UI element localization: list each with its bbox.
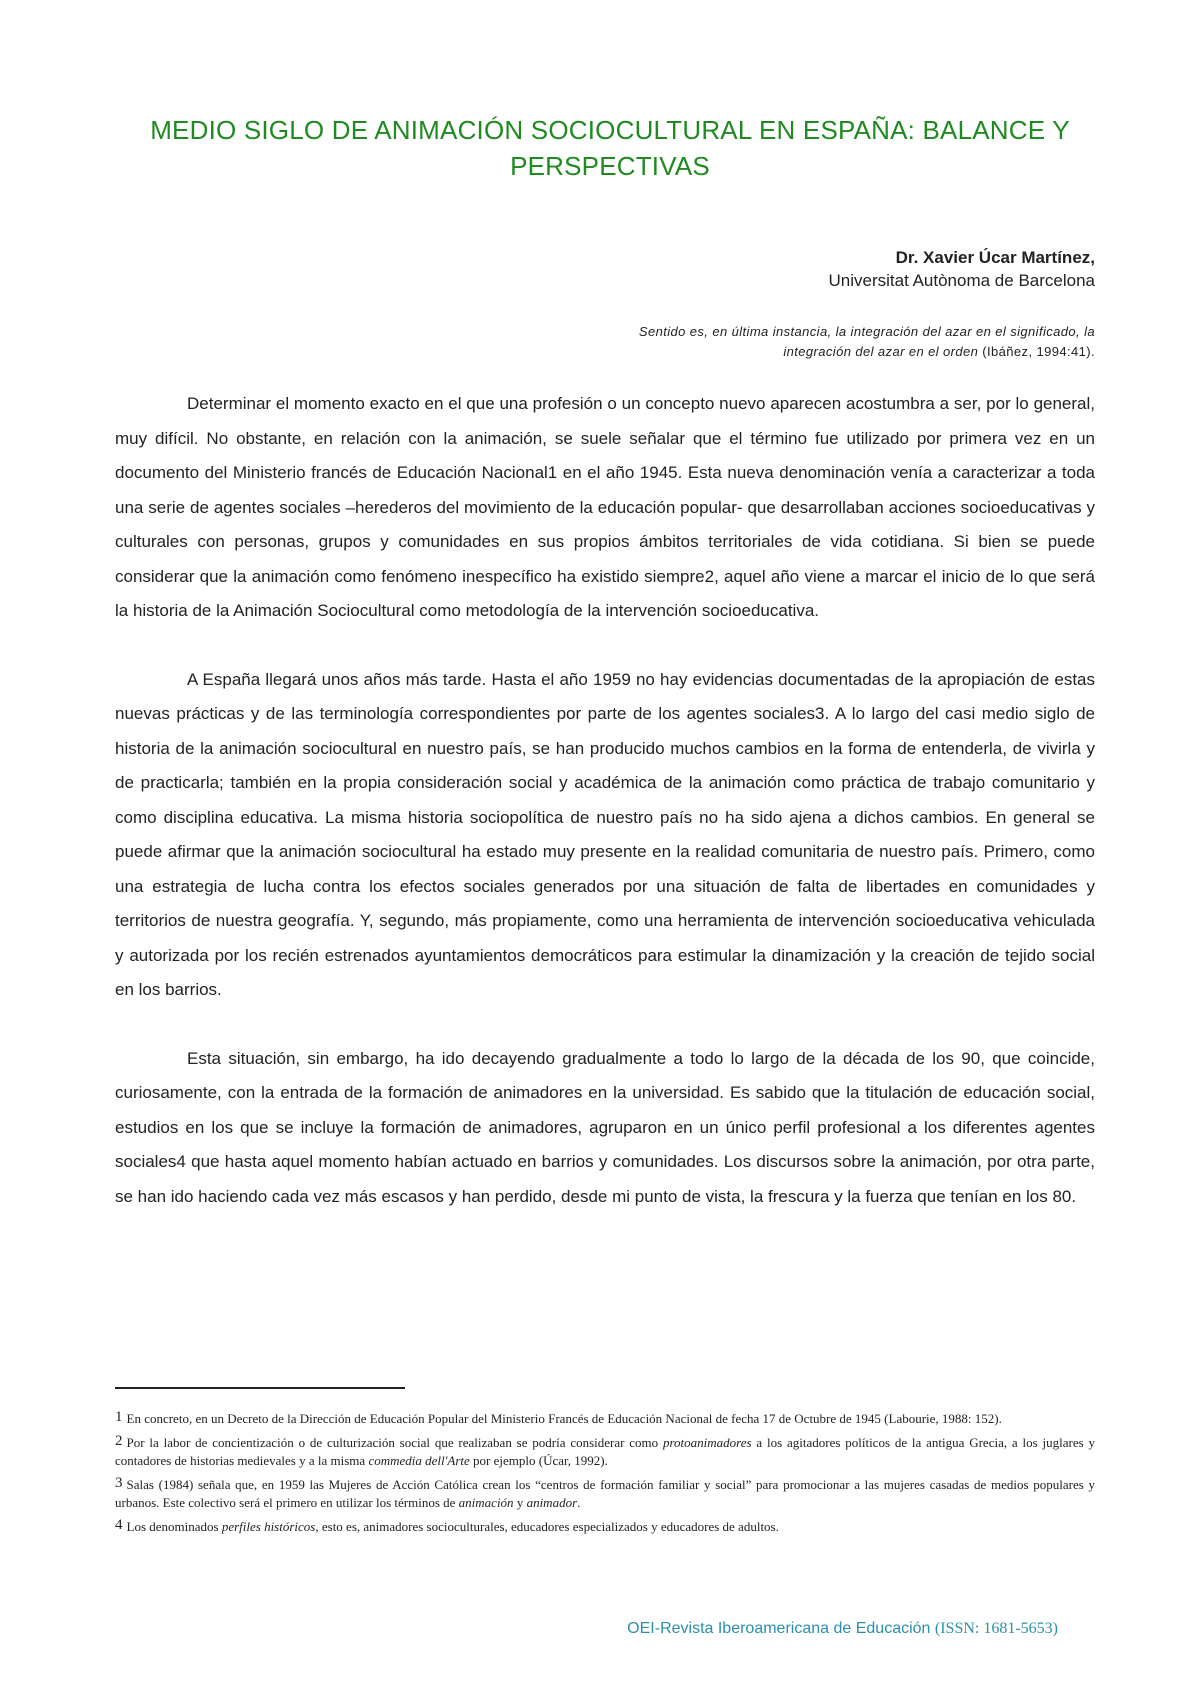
journal-issn: (ISSN: 1681-5653) — [934, 1620, 1058, 1637]
footnote-text: . — [577, 1495, 581, 1510]
footnote-number: 1 — [115, 1409, 123, 1425]
footnote-text: Salas (1984) señala que, en 1959 las Mujeres de Acción Católica crean los “centros de formación familiar y social” para promocionar a las mujeres casadas de medios populares y urbanos. Este colectivo será el primero en utilizar los términos de — [115, 1477, 1095, 1510]
document-title: MEDIO SIGLO DE ANIMACIÓN SOCIOCULTURAL EN ESPAÑA: BALANCE Y PERSPECTIVAS — [150, 115, 1070, 181]
author-name: Dr. Xavier Úcar Martínez, — [895, 248, 1095, 267]
footnote-text: En concreto, en un Decreto de la Dirección de Educación Popular del Ministerio Francés de Educación Nacional de fecha 17 de Octubre de 1945 (Labourie, 1988: 152). — [126, 1411, 1002, 1426]
footnote-italic-text: animación — [458, 1495, 514, 1510]
footnote-italic-text: commedia dell'Arte — [368, 1453, 470, 1468]
footnote — [115, 1432, 1095, 1470]
footnote — [115, 1516, 1095, 1536]
footnote-text: Los denominados — [126, 1519, 222, 1534]
footnote-italic-text: animador — [526, 1495, 578, 1510]
paragraph: A España llegará unos años más tarde. Hasta el año 1959 no hay evidencias documentadas de la apropiación de estas nuevas prácticas y de las terminología correspondientes por parte de los agentes sociales3. A lo largo del casi medio siglo de historia de la animación sociocultural en nuestro país, se han producido muchos cambios en la forma de entenderla, de vivirla y de practicarla; también en la propia consideración social y académica de la animación como práctica de trabajo comunitario y como disciplina educativa. La misma historia sociopolítica de nuestro país no ha sido ajena a dichos cambios. En general se puede afirmar que la animación sociocultural ha estado muy presente en la realidad comunitaria de nuestro país. Primero, como una estrategia de lucha contra los efectos sociales generados por una situación de falta de libertades en comunidades y territorios de nuestra geografía. Y, segundo, más propiamente, como una herramienta de intervención socioeducativa vehiculada y autorizada por los recién estrenados ayuntamientos democráticos para estimular la dinamización y la creación de tejido social en los barrios. — [115, 669, 1095, 999]
footnote-number: 3 — [115, 1475, 123, 1491]
paragraph: Determinar el momento exacto en el que una profesión o un concepto nuevo aparecen acostumbra a ser, por lo general, muy difícil. No obstante, en relación con la animación, se suele señalar que el término fue utilizado por primera vez en un documento del Ministerio francés de Educación Nacional1 en el año 1945. Esta nueva denominación venía a caracterizar a toda una serie de agentes sociales –herederos del movimiento de la educación popular- que desarrollaban acciones socioeducativas y culturales con personas, grupos y comunidades en sus propios ámbitos territoriales de vida cotidiana. Si bien se puede considerar que la animación como fenómeno inespecífico ha existido siempre2, aquel año viene a marcar el inicio de lo que será la historia de la Animación Sociocultural como metodología de la intervención socioeducativa. — [115, 394, 1095, 620]
footnote-number: 4 — [115, 1517, 123, 1533]
footnote-text: Por la labor de concientización o de culturización social que realizaban se podría considerar como — [126, 1435, 663, 1450]
footnote-text: y — [513, 1495, 527, 1510]
journal-footer — [627, 1618, 1058, 1640]
epigraph-citation: (Ibáñez, 1994:41). — [978, 344, 1095, 359]
footnote-separator — [115, 1387, 405, 1389]
footnotes — [115, 1408, 1095, 1540]
author-block — [829, 246, 1096, 292]
footnote-italic-text: perfiles históricos — [221, 1519, 316, 1534]
body-text — [115, 387, 1095, 1248]
footnote-text: a los agitadores políticos de la antigua Grecia, a los juglares y contadores de historias medievales y a la misma — [115, 1435, 1095, 1468]
footnote-italic-text: protoanimadores — [662, 1435, 752, 1450]
author-affiliation: Universitat Autònoma de Barcelona — [828, 271, 1095, 290]
paragraph: Esta situación, sin embargo, ha ido decayendo gradualmente a todo lo largo de la década de los 90, que coincide, curiosamente, con la entrada de la formación de animadores en la universidad. Es sabido que la titulación de educación social, estudios en los que se incluye la formación de animadores, agruparon en un único perfil profesional a los diferentes agentes sociales4 que hasta aquel momento habían actuado en barrios y comunidades. Los discursos sobre la animación, por otra parte, se han ido haciendo cada vez más escasos y han perdido, desde mi punto de vista, la frescura y la fuerza que tenían en los 80. — [115, 1048, 1095, 1206]
epigraph-quote: Sentido es, en última instancia, la integración del azar en el significado, la integración del azar en el orden — [638, 324, 1095, 359]
footnote-text: , esto es, animadores socioculturales, educadores especializados y educadores de adultos. — [315, 1519, 779, 1534]
footnote — [115, 1408, 1095, 1428]
footnote-text: por ejemplo (Úcar, 1992). — [469, 1453, 608, 1468]
journal-name: OEI-Revista Iberoamericana de Educación — [627, 1620, 935, 1637]
footnote — [115, 1474, 1095, 1512]
footnote-number: 2 — [115, 1433, 123, 1449]
epigraph — [575, 322, 1095, 362]
